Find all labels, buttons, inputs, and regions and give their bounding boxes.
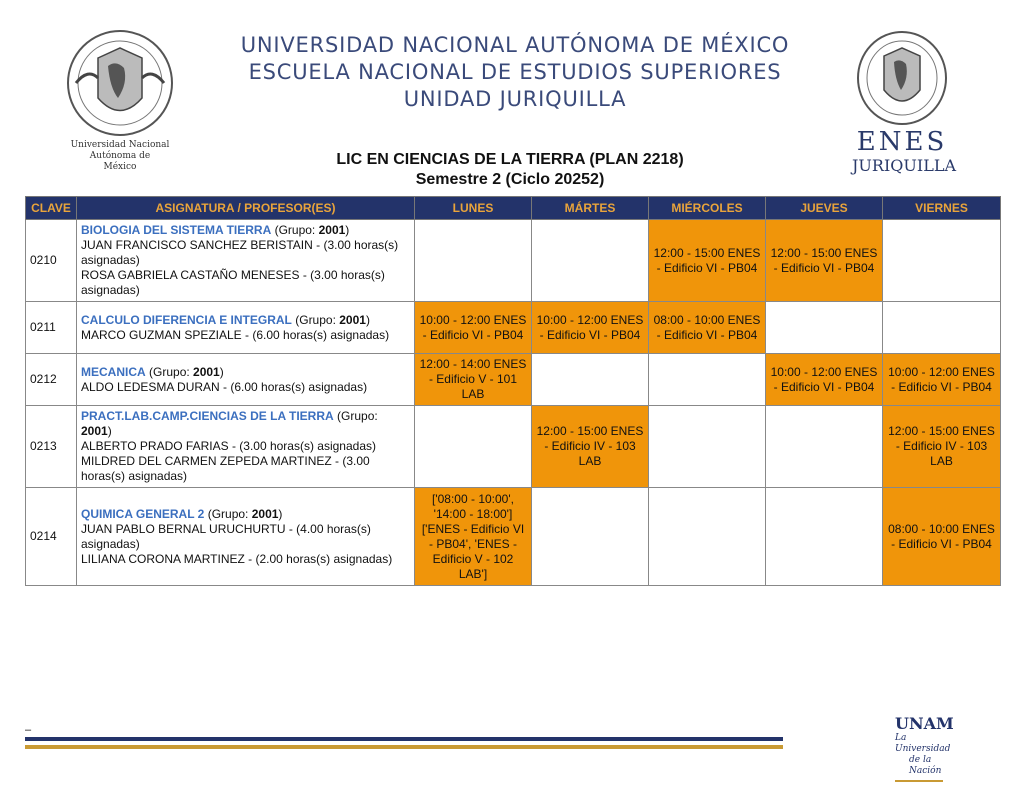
slot-miercoles	[649, 488, 766, 586]
clave-cell: 0213	[26, 406, 77, 488]
unam-nacion-logo	[895, 714, 955, 776]
slot-viernes: 12:00 - 15:00 ENES - Edificio IV - 103 LAB	[883, 406, 1001, 488]
clave-cell: 0210	[26, 220, 77, 302]
table-row	[26, 406, 1001, 488]
footer-bar-blue	[25, 737, 783, 741]
group-close: )	[278, 506, 283, 521]
footer-logo-top: UNAM	[895, 714, 954, 733]
header-line-3: UNIDAD JURIQUILLA	[403, 87, 627, 111]
column-header-miercoles: MIÉRCOLES	[649, 197, 766, 220]
slot-viernes	[883, 220, 1001, 302]
course-link[interactable]: QUIMICA GENERAL 2	[81, 506, 205, 521]
seal-caption-2: Autónoma de	[89, 151, 151, 161]
group-close: )	[219, 364, 224, 379]
table-row	[26, 488, 1001, 586]
slot-lunes: 10:00 - 12:00 ENES - Edificio VI - PB04	[415, 302, 532, 354]
column-header-clave: CLAVE	[26, 197, 77, 220]
professor-name: JUAN PABLO BERNAL URUCHURTU - (4.00 horas(s) asignadas)	[81, 521, 371, 551]
table-row	[26, 220, 1001, 302]
professor-name: MILDRED DEL CARMEN ZEPEDA MARTINEZ - (3.00 horas(s) asignadas)	[81, 454, 370, 483]
slot-martes	[532, 354, 649, 406]
group-label: (Grupo:	[207, 506, 252, 521]
slot-miercoles: 12:00 - 15:00 ENES - Edificio VI - PB04	[649, 220, 766, 302]
slot-lunes: 12:00 - 14:00 ENES - Edificio V - 101 LAB	[415, 354, 532, 406]
slot-jueves	[766, 406, 883, 488]
column-header-jueves: JUEVES	[766, 197, 883, 220]
table-row	[26, 354, 1001, 406]
subject-cell	[77, 354, 415, 406]
column-header-martes: MÁRTES	[532, 197, 649, 220]
clave-cell: 0212	[26, 354, 77, 406]
slot-martes	[532, 220, 649, 302]
professor-name: LILIANA CORONA MARTINEZ - (2.00 horas(s) asignadas)	[81, 551, 393, 566]
professor-name: ALDO LEDESMA DURAN - (6.00 horas(s) asignadas)	[81, 379, 368, 394]
subject-cell	[77, 488, 415, 586]
header-line-1: UNIVERSIDAD NACIONAL AUTÓNOMA DE MÉXICO	[240, 33, 790, 57]
course-link[interactable]: PRACT.LAB.CAMP.CIENCIAS DE LA TIERRA	[81, 409, 334, 423]
slot-jueves	[766, 302, 883, 354]
seal-caption-1: Universidad Nacional	[70, 140, 170, 150]
slot-miercoles: 08:00 - 10:00 ENES - Edificio VI - PB04	[649, 302, 766, 354]
slot-viernes	[883, 302, 1001, 354]
subject-cell	[77, 220, 415, 302]
column-header-lunes: LUNES	[415, 197, 532, 220]
header-line-2: ESCUELA NACIONAL DE ESTUDIOS SUPERIORES	[248, 60, 782, 84]
course-link[interactable]: BIOLOGIA DEL SISTEMA TIERRA	[81, 223, 272, 237]
enes-logo-text: ENES	[856, 127, 948, 157]
slot-martes	[532, 488, 649, 586]
subject-cell	[77, 406, 415, 488]
group-close: )	[107, 424, 112, 438]
professor-name: JUAN FRANCISCO SANCHEZ BERISTAIN - (3.00 horas(s) asignadas)	[81, 238, 399, 267]
clave-cell: 0211	[26, 302, 77, 354]
footer-bar-gold	[25, 745, 783, 749]
group-close: )	[365, 312, 370, 327]
group-label: (Grupo:	[295, 312, 340, 327]
group-label: (Grupo:	[149, 364, 194, 379]
course-link[interactable]: MECANICA	[81, 364, 146, 379]
slot-lunes	[415, 406, 532, 488]
enes-juriquilla-logo	[852, 28, 956, 183]
schedule-title	[230, 150, 790, 190]
slot-martes: 12:00 - 15:00 ENES - Edificio IV - 103 LAB	[532, 406, 649, 488]
juriquilla-logo-text: JURIQUILLA	[852, 156, 956, 175]
column-header-subject: ASIGNATURA / PROFESOR(ES)	[77, 197, 415, 220]
slot-jueves: 10:00 - 12:00 ENES - Edificio VI - PB04	[766, 354, 883, 406]
footer-logo-underline	[895, 780, 943, 782]
group-number: 2001	[251, 506, 279, 521]
table-row	[26, 302, 1001, 354]
footer-mark: –	[25, 724, 32, 736]
semester-title: Semestre 2 (Ciclo 20252)	[415, 171, 605, 188]
group-close: )	[345, 223, 350, 237]
slot-lunes	[415, 220, 532, 302]
subject-cell	[77, 302, 415, 354]
group-number: 2001	[339, 312, 366, 327]
slot-martes: 10:00 - 12:00 ENES - Edificio VI - PB04	[532, 302, 649, 354]
professor-name: MARCO GUZMAN SPEZIALE - (6.00 horas(s) asignadas)	[81, 327, 390, 342]
group-number: 2001	[81, 424, 108, 438]
professor-name: ALBERTO PRADO FARIAS - (3.00 horas(s) asignadas)	[81, 439, 377, 453]
group-label: (Grupo:	[337, 409, 378, 423]
footer-logo-line1: La Universidad	[895, 733, 951, 754]
slot-jueves: 12:00 - 15:00 ENES - Edificio VI - PB04	[766, 220, 883, 302]
schedule-table	[25, 196, 1001, 586]
slot-jueves	[766, 488, 883, 586]
group-label: (Grupo:	[274, 223, 319, 237]
footer-logo-line2: de la Nación	[909, 755, 942, 776]
unam-seal-logo	[58, 28, 182, 178]
column-header-viernes: VIERNES	[883, 197, 1001, 220]
professor-name: ROSA GABRIELA CASTAÑO MENESES - (3.00 horas(s) asignadas)	[81, 268, 385, 297]
table-header-row	[26, 197, 1001, 220]
course-link[interactable]: CALCULO DIFERENCIA E INTEGRAL	[81, 312, 292, 327]
group-number: 2001	[318, 223, 346, 237]
program-title: LIC EN CIENCIAS DE LA TIERRA (PLAN 2218)	[336, 151, 684, 168]
clave-cell: 0214	[26, 488, 77, 586]
slot-viernes: 10:00 - 12:00 ENES - Edificio VI - PB04	[883, 354, 1001, 406]
slot-miercoles	[649, 354, 766, 406]
slot-viernes: 08:00 - 10:00 ENES - Edificio VI - PB04	[883, 488, 1001, 586]
group-number: 2001	[193, 364, 220, 379]
slot-lunes: ['08:00 - 10:00', '14:00 - 18:00'] ['ENES - Edificio VI - PB04', 'ENES - Edificio V - 102 LAB']	[415, 488, 532, 586]
institution-header	[230, 32, 800, 113]
seal-caption-3: México	[103, 162, 137, 172]
slot-miercoles	[649, 406, 766, 488]
